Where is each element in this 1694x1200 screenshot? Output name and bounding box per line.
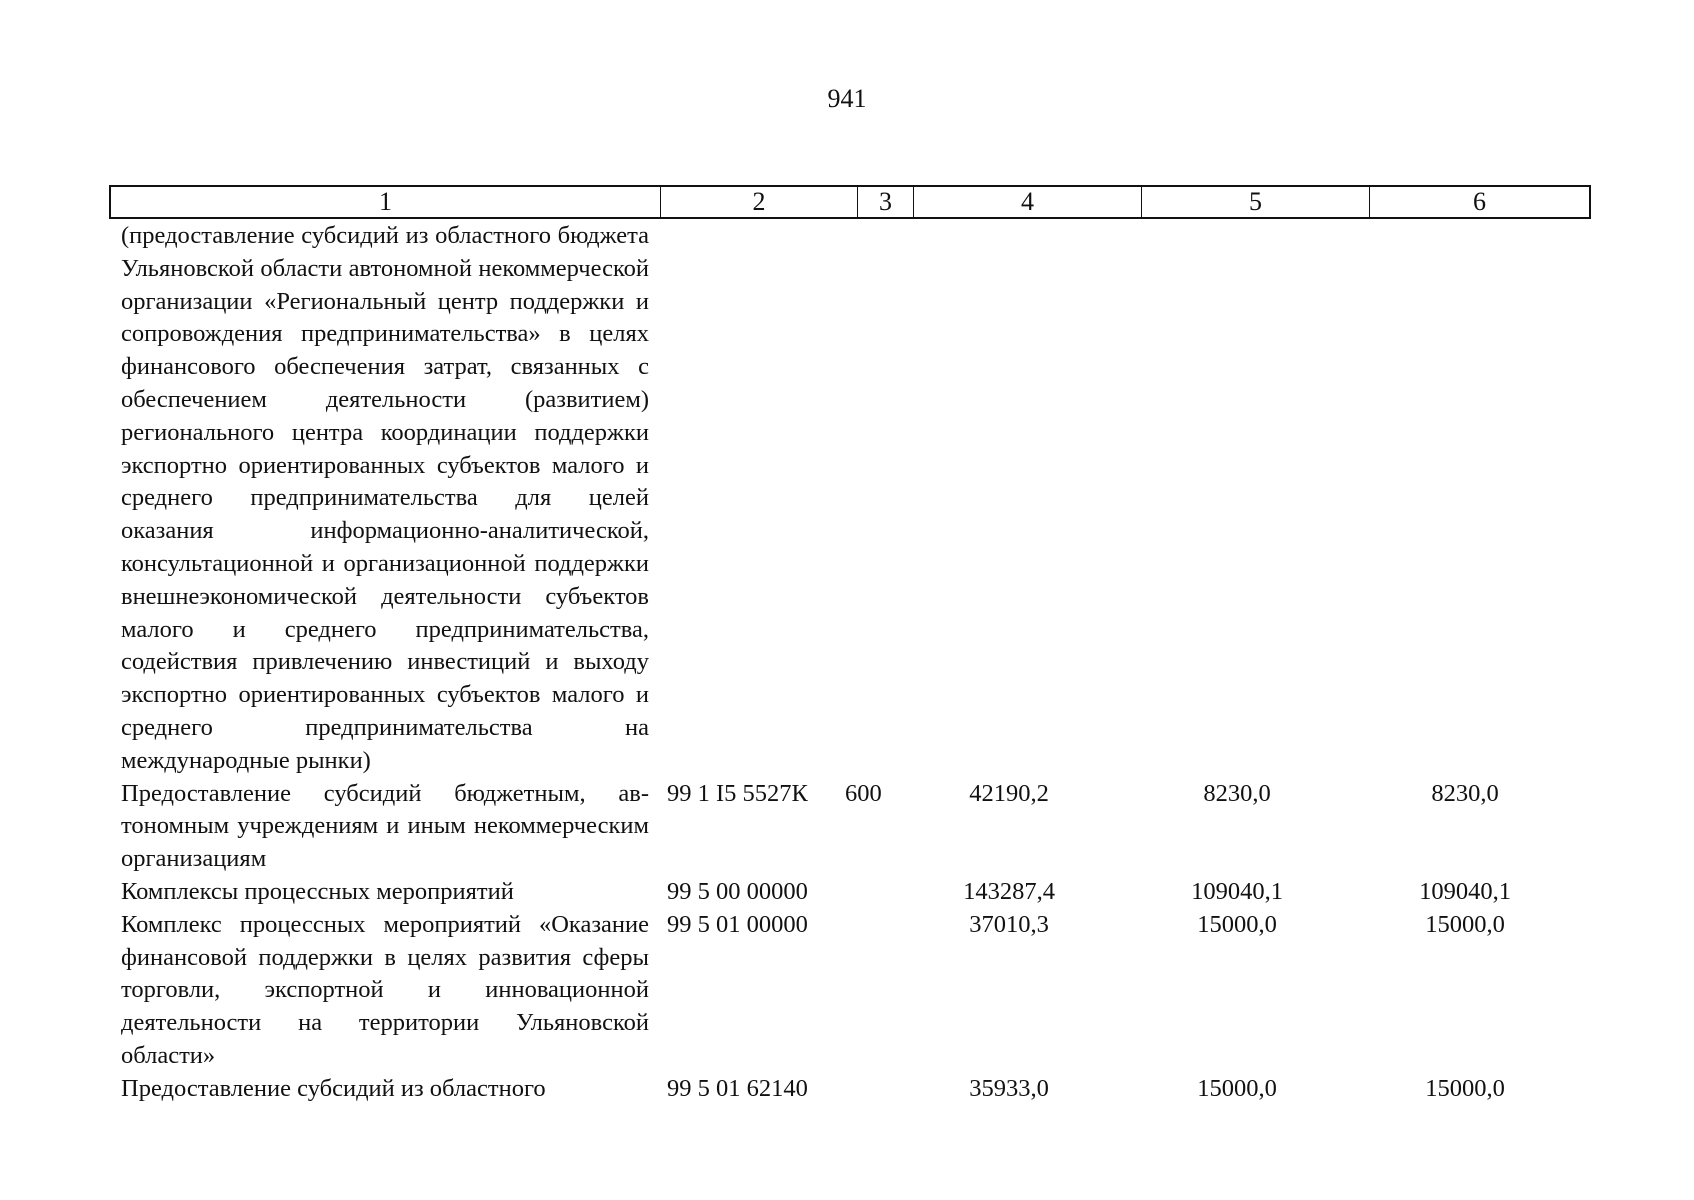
row-value-4: 42190,2 bbox=[969, 779, 1049, 807]
header-col-6: 6 bbox=[1473, 187, 1486, 216]
table-row bbox=[121, 909, 1591, 1073]
row-code: 99 5 00 00000 bbox=[667, 877, 808, 905]
row-description: Комплексы процессных мероприятий bbox=[121, 877, 514, 905]
row-code: 99 5 01 62140 bbox=[667, 1074, 808, 1102]
row-value-6: 109040,1 bbox=[1419, 877, 1511, 905]
header-col-3: 3 bbox=[858, 187, 914, 217]
row-value-5: 15000,0 bbox=[1197, 1074, 1277, 1102]
row-value-4: 35933,0 bbox=[969, 1074, 1049, 1102]
table-row bbox=[121, 778, 1591, 876]
header-col-4: 4 bbox=[914, 187, 1142, 217]
row-value-4: 37010,3 bbox=[969, 910, 1049, 938]
row-description: (предоставление субсидий из областного бюджета Ульяновской области автономной некоммерческой организации «Региональный центр поддержки и сопровождения предпринимательства» в целях финансового обеспечения затрат, связанных с обеспечением деятельности (развитием) регионального центра координации поддержки экспортно ориентированных субъектов малого и среднего предпринимательства для целей оказания информационно-аналитической, консультационной и организационной поддержки внешнеэкономической деятельности субъектов малого и среднего предпринимательства, содействия привлечению инвестиций и выходу экспортно ориентированных субъектов малого и среднего предпринимательства на международные рынки) bbox=[121, 222, 649, 774]
row-type: 600 bbox=[845, 779, 882, 807]
row-value-4: 143287,4 bbox=[963, 877, 1055, 905]
row-code: 99 1 I5 5527К bbox=[667, 779, 808, 807]
row-value-5: 8230,0 bbox=[1203, 779, 1271, 807]
row-description: Комплекс процессных мероприятий «Оказание финансовой поддержки в целях развития сферы торговли, экспортной и инновационной деятельности на территории Ульяновской области» bbox=[121, 910, 649, 1069]
table-header bbox=[109, 185, 1591, 219]
header-col-5: 5 bbox=[1142, 187, 1370, 217]
table-row bbox=[121, 220, 1591, 778]
table-body bbox=[121, 220, 1591, 1106]
row-value-6: 15000,0 bbox=[1425, 910, 1505, 938]
row-description: Предоставление субсидий бюджетным, автономным учреждениям и иным некоммерческим организациям bbox=[121, 779, 649, 873]
row-description: Предоставление субсидий из областного bbox=[121, 1074, 546, 1102]
header-col-2: 2 bbox=[661, 187, 858, 217]
page-number: 941 bbox=[827, 84, 867, 113]
row-value-5: 109040,1 bbox=[1191, 877, 1283, 905]
table-row bbox=[121, 876, 1591, 909]
row-code: 99 5 01 00000 bbox=[667, 910, 808, 938]
row-value-5: 15000,0 bbox=[1197, 910, 1277, 938]
table-row bbox=[121, 1073, 1591, 1106]
header-col-1: 1 bbox=[111, 187, 661, 217]
row-value-6: 8230,0 bbox=[1431, 779, 1499, 807]
row-value-6: 15000,0 bbox=[1425, 1074, 1505, 1102]
